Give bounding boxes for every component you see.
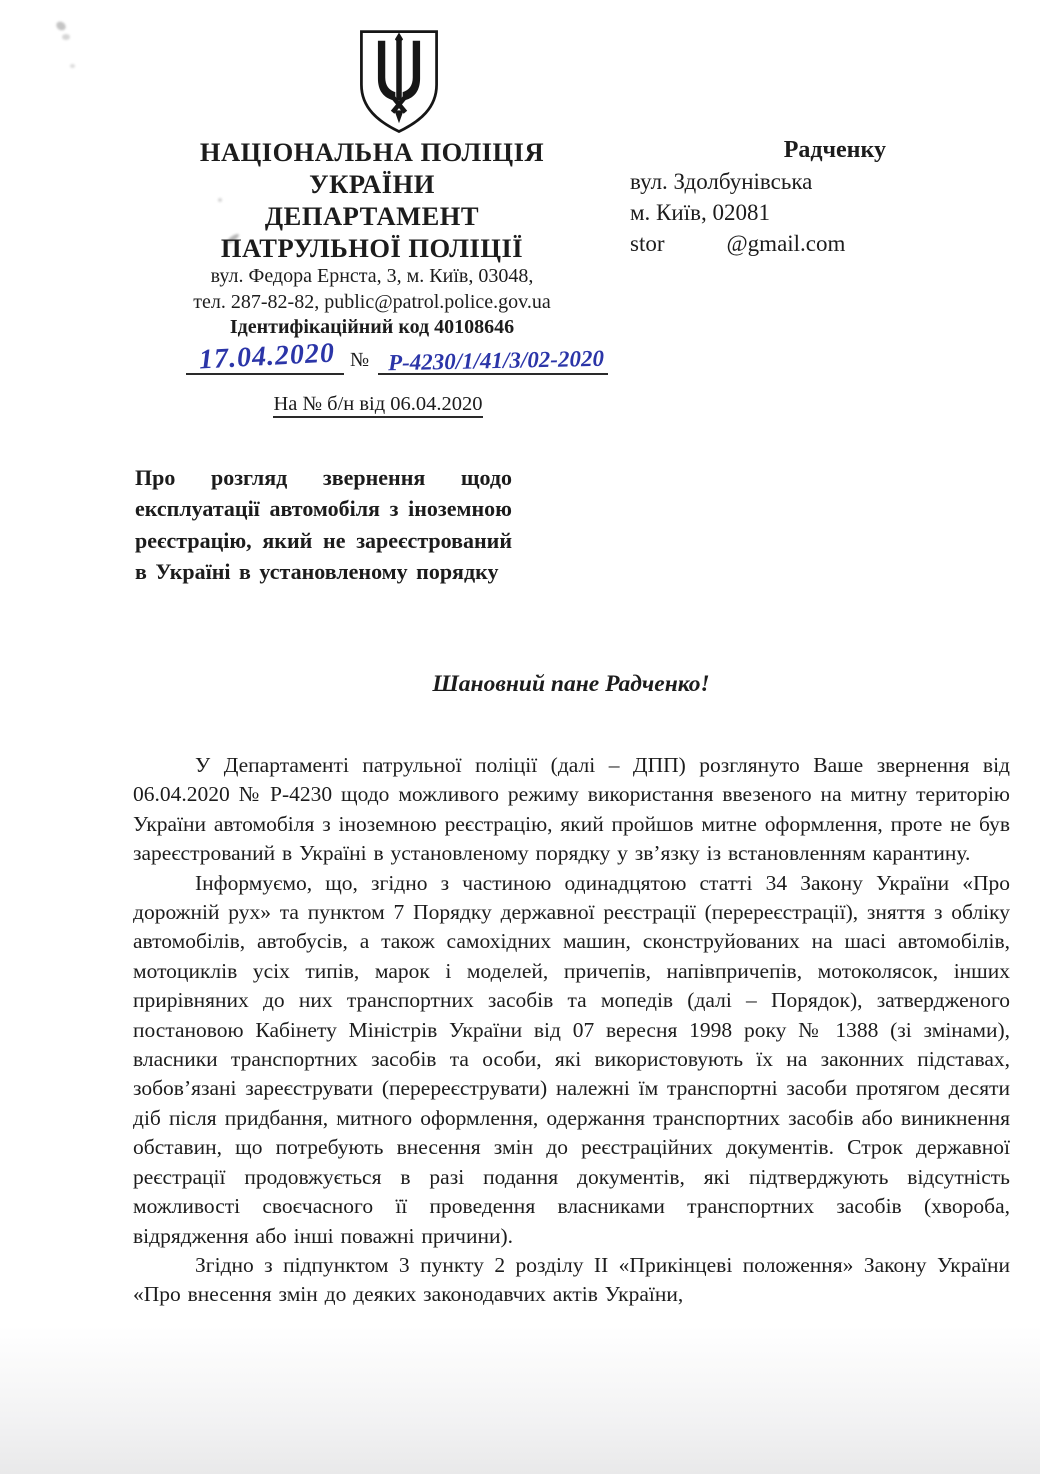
number-sign: № [350,349,370,371]
reply-to-reference: На № б/н від 06.04.2020 [128,391,616,417]
recipient-city: м. Київ, 02081 [630,200,770,225]
body-paragraph-1: У Департаменті патрульної поліції (далі – ДПП) розглянуто Ваше звернення від 06.04.2020 № Р-4230 щодо можливого режиму використання ввезеного на митну територію України автомобіля з іноземною реєстрацію, який пройшов митне оформлення, проте не був зареєстрований в Україні в установленому порядку у зв’язку із встановленням карантину. [133,753,1010,866]
handwritten-outgoing-number: Р-4230/1/41/3/02-2020 [387,345,605,376]
reference-line [128,337,616,378]
sender-contact: тел. 287-82-82, public@patrol.police.gov.ua [193,290,551,313]
recipient-email-prefix: stor [630,231,665,256]
ukraine-trident-emblem-icon [342,27,456,137]
letterhead [128,136,616,417]
org-name-line-4: ПАТРУЛЬНОЇ ПОЛІЦІЇ [220,233,524,263]
sender-id-code: Ідентифікаційний код 40108646 [229,316,515,338]
org-name-line-2: УКРАЇНИ [309,169,435,199]
org-name-line-3: ДЕПАРТАМЕНТ [264,201,480,231]
recipient-email [630,228,892,259]
handwritten-date: 17.04.2020 [198,337,336,376]
org-name-line-1: НАЦІОНАЛЬНА ПОЛІЦІЯ [199,137,545,167]
scan-artifact [55,20,68,32]
letter-subject: Про розгляд звернення щодо експлуатації автомобіля з іноземною реєстрацію, який не зареєстрований в Україні в установленому порядку [135,465,512,585]
recipient-name: Радченку [783,137,886,163]
letter-body [133,751,1010,1310]
body-paragraph-2: Інформуємо, що, згідно з частиною одинадцятою статті 34 Закону України «Про дорожній рух» та пунктом 7 Порядку державної реєстрації (перереєстрації), зняття з обліку автомобілів, автобусів, а також самохідних машин, сконструйованих на шасі автомобілів, мотоциклів усіх типів, марок і моделей, причепів, напівпричепів, мотоколясок, інших прирівняних до них транспортних засобів та мопедів (далі – Порядок), затвердженого постановою Кабінету Міністрів України від 07 вересня 1998 року № 1388 (зі змінами), власники транспортних засобів та особи, які використовують їх на законних підставах, зобов’язані зареєструвати (перереєструвати) належні їм транспортні засоби протягом десяти діб після придбання, митного оформлення, одержання транспортних засобів або виникнення обставин, що потребують внесення змін до реєстраційних документів. Строк державної реєстрації продовжується в разі подання документів, які підтверджують відсутність можливості своєчасного її проведення власниками транспортних засобів (хвороба, відрядження або інші поважні причини). [133,870,1010,1248]
sender-address: вул. Федора Ернста, 3, м. Київ, 03048, [210,265,534,287]
recipient-block [630,135,892,259]
recipient-street: вул. Здолбунівська [630,169,813,194]
body-paragraph-3: Згідно з підпунктом 3 пункту 2 розділу ІІ «Прикінцеві положення» Закону України «Про внесення змін до деяких законодавчих актів України, [133,1252,1010,1307]
scan-artifact [70,64,75,68]
scan-artifact [62,34,70,40]
salutation: Шановний пане Радченко! [432,671,710,697]
recipient-email-suffix: @gmail.com [726,231,846,256]
